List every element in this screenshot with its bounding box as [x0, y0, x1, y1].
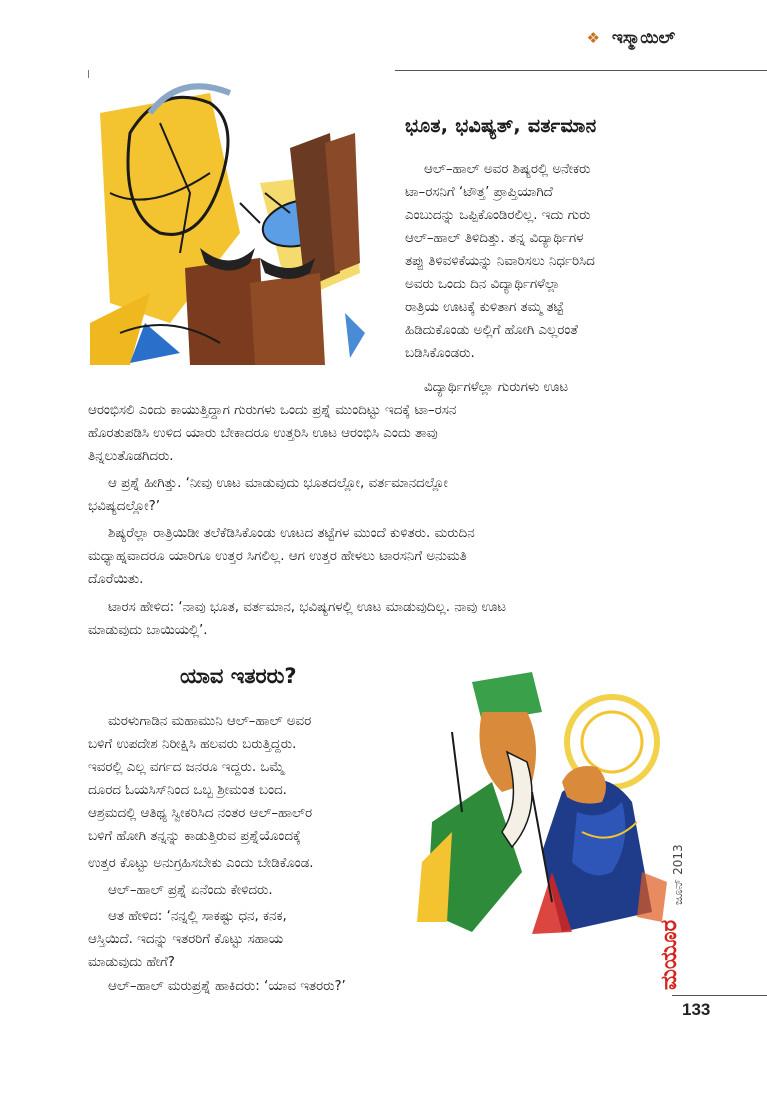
page-number: 133 — [682, 1000, 711, 1019]
paragraph-line: ಅವರು ಒಂದು ದಿನ ವಿದ್ಯಾರ್ಥಿಗಳೆಲ್ಲಾ — [405, 277, 560, 292]
paragraph-line: ಆತ ಹೇಳಿದ: ‘ನನ್ನಲ್ಲಿ ಸಾಕಷ್ಟು ಧನ, ಕನಕ, — [108, 909, 287, 924]
paragraph-line: ಮಧ್ಯಾಹ್ನವಾದರೂ ಯಾರಿಗೂ ಉತ್ತರ ಸಿಗಲಿಲ್ಲ. ಆಗ ಉತ್ತರ ಹೇಳಲು ಟಾರಸನಿಗೆ ಅನುಮತಿ — [88, 549, 467, 564]
issue-date: ಜೂನ್ 2013 — [671, 844, 685, 905]
paragraph-line: ಮಾಡುವುದು ಹೇಗೆ? — [88, 955, 175, 970]
paragraph-line: ಆಸ್ತಿಯಿದೆ. ಇದನ್ನು ಇತರರಿಗೆ ಕೊಟ್ಟು ಸಹಾಯ — [88, 932, 284, 947]
author-name: ಇಸ್ಮಾಯಿಲ್ — [611, 28, 675, 48]
footer-rule — [672, 995, 767, 996]
section-title-which-others: ಯಾವ ಇತರರು? — [180, 664, 297, 688]
paragraph-line: ಶಿಷ್ಯರೆಲ್ಲಾ ರಾತ್ರಿಯಿಡೀ ತಲೆಕೆಡಿಸಿಕೊಂಡು ಊಟದ ತಟ್ಟೆಗಳ ಮುಂದೆ ಕುಳಿತರು. ಮರುದಿನ — [108, 526, 475, 541]
illustration-sage-and-rich-man — [412, 672, 677, 942]
paragraph-line: ಬಳಿಗೆ ಉಪದೇಶ ನಿರೀಕ್ಷಿಸಿ ಹಲವರು ಬರುತ್ತಿದ್ದರು. — [88, 737, 297, 752]
paragraph-line: ಆಲ್–ಹಾಲ್ ಅವರ ಶಿಷ್ಯರಲ್ಲಿ ಅನೇಕರು — [424, 162, 591, 177]
ornament-bullet-icon: ❖ — [586, 29, 600, 47]
paragraph-line: ಮಾಡುವುದು ಬಾಯಿಯಲ್ಲಿ’. — [88, 623, 208, 638]
paragraph-line: ಎಂಬುದನ್ನು ಒಪ್ಪಿಕೊಂಡಿರಲಿಲ್ಲ. ಇದು ಗುರು — [405, 208, 591, 223]
section-title-past-future-present: ಭೂತ, ಭವಿಷ್ಯತ್, ವರ್ತಮಾನ — [405, 115, 597, 137]
paragraph-line: ಆಲ್–ಹಾಲ್ ತಿಳಿದಿತ್ತು. ತನ್ನ ವಿದ್ಯಾರ್ಥಿಗಳ — [405, 231, 584, 246]
paragraph-line: ಮರಳುಗಾಡಿನ ಮಹಾಮುನಿ ಆಲ್–ಹಾಲ್ ಅವರ — [108, 714, 312, 729]
header-rule — [395, 70, 767, 71]
paragraph-line: ಟಾರಸ ಹೇಳಿದ: ‘ನಾವು ಭೂತ, ವರ್ತಮಾನ, ಭವಿಷ್ಯಗಳಲ್ಲಿ ಊಟ ಮಾಡುವುದಿಲ್ಲ. ನಾವು ಊಟ — [108, 600, 507, 615]
magazine-logo: ಮಯೂರ — [657, 919, 682, 990]
paragraph-line: ತಪ್ಪು ತಿಳಿವಳಿಕೆಯನ್ನು ನಿವಾರಿಸಲು ನಿರ್ಧರಿಸಿದ — [405, 254, 595, 269]
author-header — [586, 28, 675, 48]
paragraph-line: ಆಶ್ರಮದಲ್ಲಿ ಆತಿಥ್ಯ ಸ್ವೀಕರಿಸಿದ ನಂತರ ಆಲ್–ಹಾಲ್‌ರ — [88, 806, 313, 821]
paragraph-line: ಇವರಲ್ಲಿ ಎಲ್ಲ ವರ್ಗದ ಜನರೂ ಇದ್ದರು. ಒಮ್ಮೆ — [88, 760, 285, 775]
paragraph-line: ಬಡಿಸಿಕೊಂಡರು. — [405, 346, 475, 361]
paragraph-line: ಬಳಿಗೆ ಹೋಗಿ ತನ್ನನ್ನು ಕಾಡುತ್ತಿರುವ ಪ್ರಶ್ನೆಯೊಂದಕ್ಕೆ — [88, 829, 301, 844]
paragraph-line: ಭವಿಷ್ಯದಲ್ಲೋ?’ — [88, 499, 160, 514]
paragraph-line: ಆರಂಭಿಸಲಿ ಎಂದು ಕಾಯುತ್ತಿದ್ದಾಗ ಗುರುಗಳು ಒಂದು ಪ್ರಶ್ನೆ ಮುಂದಿಟ್ಟು ಇದಕ್ಕೆ ಟಾ–ರಸನ — [88, 403, 457, 418]
paragraph-line: ಆ ಪ್ರಶ್ನೆ ಹೀಗಿತ್ತು. ‘ನೀವು ಊಟ ಮಾಡುವುದು ಭೂತದಲ್ಲೋ, ವರ್ತಮಾನದಲ್ಲೋ — [108, 476, 448, 491]
paragraph-line: ಆಲ್–ಹಾಲ್ ಮರುಪ್ರಶ್ನೆ ಹಾಕಿದರು: ‘ಯಾವ ಇತರರು?’ — [108, 979, 346, 994]
paragraph-line: ಹೊರತುಪಡಿಸಿ ಉಳಿದ ಯಾರು ಬೇಕಾದರೂ ಉತ್ತರಿಸಿ ಊಟ ಆರಂಭಿಸಿ ಎಂದು ತಾವು — [88, 426, 438, 441]
paragraph-line: ದೂರದ ಓಯಸಿಸ್‌ನಿಂದ ಒಬ್ಬ ಶ್ರೀಮಂತ ಬಂದ. — [88, 783, 287, 798]
paragraph-line: ಉತ್ತರ ಕೊಟ್ಟು ಅನುಗ್ರಹಿಸಬೇಕು ಎಂದು ಬೇಡಿಕೊಂಡ. — [88, 856, 314, 871]
illustration-master-with-cups — [90, 73, 380, 365]
paragraph-line: ರಾತ್ರಿಯ ಊಟಕ್ಕೆ ಕುಳಿತಾಗ ತಮ್ಮ ತಟ್ಟೆ — [405, 300, 564, 315]
paragraph-line: ವಿದ್ಯಾರ್ಥಿಗಳೆಲ್ಲಾ ಗುರುಗಳು ಊಟ — [424, 380, 569, 395]
paragraph-line: ಟಾ–ರಸನಿಗೆ ‘ಟೌತ್ತ’ ಪ್ರಾಪ್ತಿಯಾಗಿದೆ — [405, 185, 553, 200]
corner-mark — [88, 70, 89, 78]
paragraph-line: ಹಿಡಿದುಕೊಂಡು ಅಲ್ಲಿಗೆ ಹೋಗಿ ಎಲ್ಲರಂತೆ — [405, 323, 578, 338]
paragraph-line: ತಿನ್ನಲುತೊಡಗಿದರು. — [88, 449, 174, 464]
paragraph-line: ದೊರೆಯಿತು. — [88, 572, 144, 587]
paragraph-line: ಆಲ್–ಹಾಲ್ ಪ್ರಶ್ನೆ ಏನೆಂದು ಕೇಳಿದರು. — [108, 883, 273, 898]
